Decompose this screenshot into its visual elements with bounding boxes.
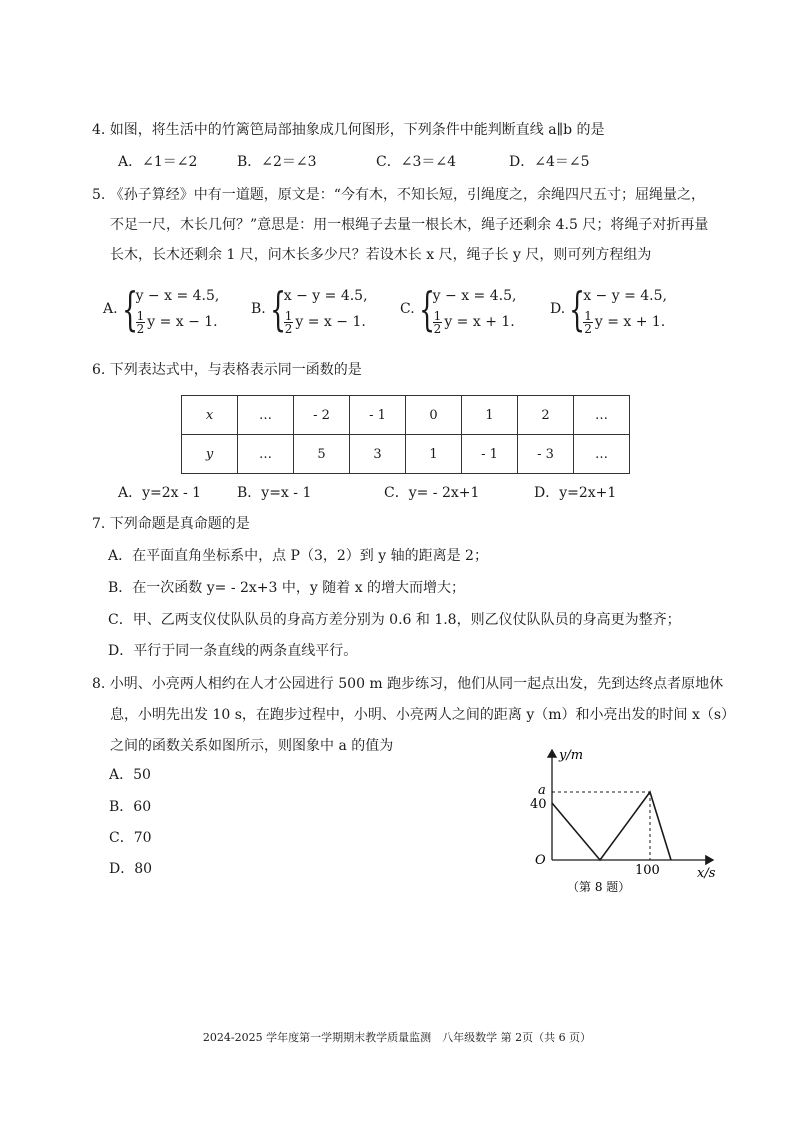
q6-option-a: A．y=2x - 1: [118, 485, 202, 501]
table-row-x: [182, 396, 630, 435]
q4-option-c: C．∠3＝∠4: [376, 154, 456, 170]
distance-graph: [552, 792, 671, 860]
table-cell: - 3: [518, 435, 574, 474]
equation-2: y = x − 1.: [147, 314, 218, 330]
q4-option-b: B．∠2＝∠3: [237, 154, 317, 170]
q6-stem: 6. 下列表达式中，与表格表示同一函数的是: [92, 362, 362, 378]
table-cell: 5: [294, 435, 350, 474]
equation-2: y = x − 1.: [295, 314, 366, 330]
equation-1: y − x = 4.5,: [135, 288, 220, 304]
table-cell: 1: [462, 396, 518, 435]
function-table: [181, 395, 630, 474]
option-label: A.: [103, 301, 118, 317]
label-40: 40: [530, 797, 547, 812]
q8-option-a: A．50: [109, 767, 151, 783]
fraction-denominator: 2: [136, 321, 145, 336]
fraction-denominator: 2: [433, 321, 442, 336]
table-cell: …: [238, 435, 294, 474]
table-cell: y: [182, 435, 238, 474]
q8-line-2: 息，小明先出发 10 s，在跑步过程中，小明、小亮两人之间的距离 y（m）和小亮出发的时间 x（s）: [110, 707, 736, 723]
q5-option-d: D. { x − y = 4.5, $\frac{1}{2}$ y = x + 1.: [550, 282, 667, 336]
q8-option-c: C．70: [109, 830, 152, 846]
fraction-denominator: 2: [284, 321, 293, 336]
option-label: B.: [251, 301, 266, 317]
q5-option-a: A. { y − x = 4.5, $\frac{1}{2}$ y = x − 1.: [103, 282, 220, 336]
q5-option-c: C. { y − x = 4.5, $\frac{1}{2}$ y = x + 1.: [400, 282, 517, 336]
fraction-numerator: 1: [433, 308, 442, 323]
table-cell: - 1: [350, 396, 406, 435]
table-cell: 2: [518, 396, 574, 435]
figure-caption: （第 8 题）: [567, 880, 631, 894]
q5-line-3: 长木，长木还剩余 1 尺，问木长多少尺？若设木长 x 尺，绳子长 y 尺，则可列方程组为: [110, 247, 652, 263]
table-cell: …: [574, 396, 630, 435]
table-cell: 1: [406, 435, 462, 474]
q8-option-b: B．60: [109, 799, 152, 815]
table-cell: - 2: [294, 396, 350, 435]
label-a: a: [538, 783, 546, 798]
equation-2: y = x + 1.: [444, 314, 515, 330]
table-cell: - 1: [462, 435, 518, 474]
q5-line-1: 5. 《孙子算经》中有一道题，原文是：“今有木，不知长短，引绳度之，余绳四尺五寸；屈绳量之，: [92, 187, 705, 203]
q7-option-c: C．甲、乙两支仪仗队队员的身高方差分别为 0.6 和 1.8，则乙仪仗队队员的身高更为整齐；: [108, 612, 681, 628]
equation-1: x − y = 4.5,: [283, 288, 368, 304]
table-cell: 3: [350, 435, 406, 474]
q7-option-b: B．在一次函数 y= - 2x+3 中，y 随着 x 的增大而增大；: [108, 580, 466, 596]
fraction-numerator: 1: [584, 308, 592, 323]
equation-1: y − x = 4.5,: [432, 288, 517, 304]
q7-option-a: A．在平面直角坐标系中，点 P（3，2）到 y 轴的距离是 2；: [108, 548, 488, 564]
q8-option-d: D．80: [109, 861, 153, 877]
table-row-y: [182, 435, 630, 474]
table-cell: 0: [406, 396, 462, 435]
equation-2: y = x + 1.: [594, 314, 666, 330]
q4-option-d: D．∠4＝∠5: [509, 154, 590, 170]
option-label: D.: [550, 301, 566, 317]
x-axis-label: x/s: [697, 866, 716, 881]
table-cell: …: [238, 396, 294, 435]
label-100: 100: [635, 863, 660, 878]
q5-line-2: 不足一尺，木长几何？”意思是：用一根绳子去量一根长木，绳子还剩余 4.5 尺；将绳子对折再量: [110, 217, 709, 233]
option-label: C.: [400, 301, 415, 317]
fraction-numerator: 1: [136, 308, 145, 323]
fraction-denominator: 2: [584, 321, 592, 336]
table-cell: x: [182, 396, 238, 435]
q6-option-b: B．y=x - 1: [237, 485, 312, 501]
q8-figure: [525, 740, 725, 900]
q8-line-1: 8. 小明、小亮两人相约在人才公园进行 500 m 跑步练习，他们从同一起点出发，先到达终点者原地休: [92, 676, 724, 692]
q6-option-d: D．y=2x+1: [534, 485, 617, 501]
fraction-numerator: 1: [284, 308, 293, 323]
q7-option-d: D．平行于同一条直线的两条直线平行。: [108, 643, 358, 659]
y-axis-label: y/m: [559, 748, 584, 763]
q8-line-3: 之间的函数关系如图所示，则图象中 a 的值为: [110, 738, 394, 754]
q4-stem: 4. 如图，将生活中的竹篱笆局部抽象成几何图形，下列条件中能判断直线 a∥b 的是: [92, 122, 605, 138]
q6-option-c: C．y= - 2x+1: [384, 485, 480, 501]
q5-option-b: B. { x − y = 4.5, $\frac{1}{2}$ y = x − 1.: [251, 282, 368, 336]
origin-label: O: [535, 853, 546, 868]
q7-stem: 7. 下列命题是真命题的是: [92, 516, 250, 532]
equation-1: x − y = 4.5,: [583, 288, 667, 304]
q4-option-a: A．∠1＝∠2: [118, 154, 198, 170]
table-cell: …: [574, 435, 630, 474]
page-footer: 2024-2025 学年度第一学期期末教学质量监测 八年级数学 第 2页（共 6 页）: [202, 1031, 592, 1044]
